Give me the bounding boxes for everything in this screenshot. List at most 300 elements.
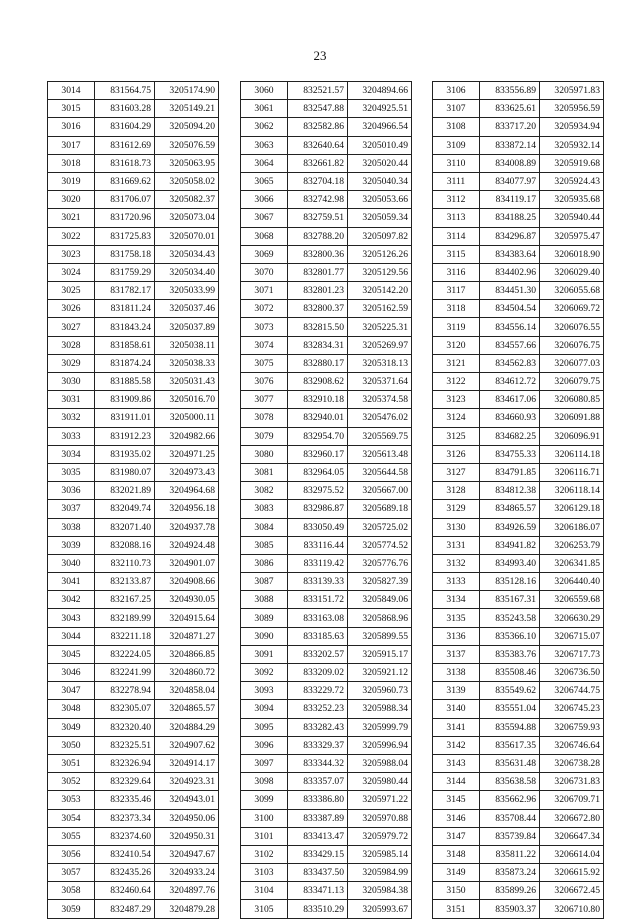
table-row: [241, 172, 412, 190]
point-number-cell: 3116: [433, 263, 480, 281]
y-coordinate-cell: 3205667.00: [348, 482, 412, 500]
y-coordinate-cell: 3205073.04: [155, 209, 219, 227]
x-coordinate-cell: 832110.73: [95, 554, 155, 572]
x-coordinate-cell: 833229.72: [288, 682, 348, 700]
table-row: [241, 282, 412, 300]
table-row: [433, 664, 604, 682]
x-coordinate-cell: 832940.01: [288, 409, 348, 427]
point-number-cell: 3141: [433, 718, 480, 736]
x-coordinate-cell: 835903.37: [480, 900, 540, 918]
y-coordinate-cell: 3204950.31: [155, 827, 219, 845]
point-number-cell: 3055: [48, 827, 95, 845]
point-number-cell: 3144: [433, 773, 480, 791]
table-row: [433, 573, 604, 591]
point-number-cell: 3064: [241, 154, 288, 172]
point-number-cell: 3103: [241, 864, 288, 882]
y-coordinate-cell: 3205016.70: [155, 391, 219, 409]
point-number-cell: 3038: [48, 518, 95, 536]
x-coordinate-cell: 835128.16: [480, 573, 540, 591]
point-number-cell: 3108: [433, 118, 480, 136]
y-coordinate-cell: 3205031.43: [155, 373, 219, 391]
x-coordinate-cell: 832329.64: [95, 773, 155, 791]
x-coordinate-cell: 835899.26: [480, 882, 540, 900]
x-coordinate-cell: 835638.58: [480, 773, 540, 791]
table-row: [241, 554, 412, 572]
table-row: [48, 864, 219, 882]
y-coordinate-cell: 3205971.22: [348, 791, 412, 809]
point-number-cell: 3123: [433, 391, 480, 409]
x-coordinate-cell: 831720.96: [95, 209, 155, 227]
x-coordinate-cell: 834451.30: [480, 282, 540, 300]
x-coordinate-cell: 831612.69: [95, 136, 155, 154]
y-coordinate-cell: 3206116.71: [540, 463, 604, 481]
y-coordinate-cell: 3205070.01: [155, 227, 219, 245]
table-row: [48, 300, 219, 318]
table-row: [241, 336, 412, 354]
table-row: [433, 536, 604, 554]
point-number-cell: 3082: [241, 482, 288, 500]
x-coordinate-cell: 832373.34: [95, 809, 155, 827]
table-row: [48, 591, 219, 609]
table-row: [241, 300, 412, 318]
x-coordinate-cell: 835662.96: [480, 791, 540, 809]
point-number-cell: 3133: [433, 573, 480, 591]
point-number-cell: 3100: [241, 809, 288, 827]
table-row: [48, 736, 219, 754]
point-number-cell: 3023: [48, 245, 95, 263]
table-row: [433, 718, 604, 736]
y-coordinate-cell: 3206614.04: [540, 845, 604, 863]
point-number-cell: 3087: [241, 573, 288, 591]
point-number-cell: 3060: [241, 82, 288, 100]
x-coordinate-cell: 831909.86: [95, 391, 155, 409]
point-number-cell: 3031: [48, 391, 95, 409]
point-number-cell: 3104: [241, 882, 288, 900]
x-coordinate-cell: 832975.52: [288, 482, 348, 500]
x-coordinate-cell: 834008.89: [480, 154, 540, 172]
x-coordinate-cell: 834383.64: [480, 245, 540, 263]
table-row: [433, 754, 604, 772]
point-number-cell: 3146: [433, 809, 480, 827]
y-coordinate-cell: 3205924.43: [540, 172, 604, 190]
table-row: [241, 791, 412, 809]
x-coordinate-cell: 832021.89: [95, 482, 155, 500]
y-coordinate-cell: 3205038.11: [155, 336, 219, 354]
y-coordinate-cell: 3206076.55: [540, 318, 604, 336]
table-row: [48, 882, 219, 900]
y-coordinate-cell: 3205059.34: [348, 209, 412, 227]
y-coordinate-cell: 3205988.34: [348, 700, 412, 718]
point-number-cell: 3086: [241, 554, 288, 572]
x-coordinate-cell: 835873.24: [480, 864, 540, 882]
point-number-cell: 3117: [433, 282, 480, 300]
x-coordinate-cell: 832910.18: [288, 391, 348, 409]
point-number-cell: 3129: [433, 500, 480, 518]
y-coordinate-cell: 3205935.68: [540, 191, 604, 209]
table-row: [241, 500, 412, 518]
table-row: [241, 736, 412, 754]
y-coordinate-cell: 3205129.56: [348, 263, 412, 281]
x-coordinate-cell: 832960.17: [288, 445, 348, 463]
point-number-cell: 3095: [241, 718, 288, 736]
y-coordinate-cell: 3204860.72: [155, 664, 219, 682]
y-coordinate-cell: 3206710.80: [540, 900, 604, 918]
x-coordinate-cell: 834682.25: [480, 427, 540, 445]
y-coordinate-cell: 3206615.92: [540, 864, 604, 882]
point-number-cell: 3090: [241, 627, 288, 645]
y-coordinate-cell: 3204865.57: [155, 700, 219, 718]
x-coordinate-cell: 833386.80: [288, 791, 348, 809]
point-number-cell: 3124: [433, 409, 480, 427]
y-coordinate-cell: 3205988.04: [348, 754, 412, 772]
y-coordinate-cell: 3206096.91: [540, 427, 604, 445]
x-coordinate-cell: 832582.86: [288, 118, 348, 136]
table-row: [241, 82, 412, 100]
y-coordinate-cell: 3206341.85: [540, 554, 604, 572]
y-coordinate-cell: 3204858.04: [155, 682, 219, 700]
table-row: [48, 100, 219, 118]
y-coordinate-cell: 3206076.75: [540, 336, 604, 354]
point-number-cell: 3113: [433, 209, 480, 227]
point-number-cell: 3099: [241, 791, 288, 809]
point-number-cell: 3047: [48, 682, 95, 700]
table-row: [433, 609, 604, 627]
point-number-cell: 3045: [48, 645, 95, 663]
x-coordinate-cell: 833357.07: [288, 773, 348, 791]
table-row: [48, 154, 219, 172]
y-coordinate-cell: 3206744.75: [540, 682, 604, 700]
x-coordinate-cell: 835551.04: [480, 700, 540, 718]
table-row: [433, 354, 604, 372]
y-coordinate-cell: 3205776.76: [348, 554, 412, 572]
table-row: [433, 263, 604, 281]
table-row: [241, 191, 412, 209]
point-number-cell: 3076: [241, 373, 288, 391]
x-coordinate-cell: 834617.06: [480, 391, 540, 409]
x-coordinate-cell: 832189.99: [95, 609, 155, 627]
table-row: [48, 500, 219, 518]
point-number-cell: 3079: [241, 427, 288, 445]
y-coordinate-cell: 3205827.39: [348, 573, 412, 591]
point-number-cell: 3075: [241, 354, 288, 372]
y-coordinate-cell: 3206717.73: [540, 645, 604, 663]
x-coordinate-cell: 832954.70: [288, 427, 348, 445]
y-coordinate-cell: 3205037.46: [155, 300, 219, 318]
table-row: [48, 609, 219, 627]
table-row: [241, 754, 412, 772]
x-coordinate-cell: 832460.64: [95, 882, 155, 900]
table-row: [433, 100, 604, 118]
x-coordinate-cell: 835549.62: [480, 682, 540, 700]
table-row: [48, 809, 219, 827]
y-coordinate-cell: 3206018.90: [540, 245, 604, 263]
coordinate-table: [47, 81, 219, 919]
y-coordinate-cell: 3205037.89: [155, 318, 219, 336]
table-row: [48, 554, 219, 572]
table-row: [241, 318, 412, 336]
table-row: [241, 900, 412, 918]
x-coordinate-cell: 831858.61: [95, 336, 155, 354]
x-coordinate-cell: 834556.14: [480, 318, 540, 336]
table-row: [48, 682, 219, 700]
x-coordinate-cell: 832487.29: [95, 900, 155, 918]
x-coordinate-cell: 832335.46: [95, 791, 155, 809]
point-number-cell: 3097: [241, 754, 288, 772]
table-row: [241, 718, 412, 736]
table-row: [433, 227, 604, 245]
y-coordinate-cell: 3204973.43: [155, 463, 219, 481]
table-row: [241, 227, 412, 245]
table-row: [433, 518, 604, 536]
table-row: [433, 445, 604, 463]
table-row: [241, 700, 412, 718]
x-coordinate-cell: 832521.57: [288, 82, 348, 100]
point-number-cell: 3077: [241, 391, 288, 409]
y-coordinate-cell: 3204956.18: [155, 500, 219, 518]
y-coordinate-cell: 3204894.66: [348, 82, 412, 100]
y-coordinate-cell: 3205076.59: [155, 136, 219, 154]
y-coordinate-cell: 3206559.68: [540, 591, 604, 609]
point-number-cell: 3022: [48, 227, 95, 245]
x-coordinate-cell: 835617.35: [480, 736, 540, 754]
y-coordinate-cell: 3204971.25: [155, 445, 219, 463]
point-number-cell: 3127: [433, 463, 480, 481]
y-coordinate-cell: 3206029.40: [540, 263, 604, 281]
x-coordinate-cell: 835383.76: [480, 645, 540, 663]
point-number-cell: 3081: [241, 463, 288, 481]
x-coordinate-cell: 834941.82: [480, 536, 540, 554]
point-number-cell: 3137: [433, 645, 480, 663]
point-number-cell: 3051: [48, 754, 95, 772]
x-coordinate-cell: 833556.89: [480, 82, 540, 100]
x-coordinate-cell: 834660.93: [480, 409, 540, 427]
y-coordinate-cell: 3205058.02: [155, 172, 219, 190]
y-coordinate-cell: 3205174.90: [155, 82, 219, 100]
table-row: [241, 864, 412, 882]
y-coordinate-cell: 3205010.49: [348, 136, 412, 154]
point-number-cell: 3136: [433, 627, 480, 645]
point-number-cell: 3072: [241, 300, 288, 318]
y-coordinate-cell: 3205971.83: [540, 82, 604, 100]
y-coordinate-cell: 3205921.12: [348, 664, 412, 682]
y-coordinate-cell: 3205318.13: [348, 354, 412, 372]
y-coordinate-cell: 3205034.43: [155, 245, 219, 263]
point-number-cell: 3142: [433, 736, 480, 754]
point-number-cell: 3083: [241, 500, 288, 518]
y-coordinate-cell: 3204871.27: [155, 627, 219, 645]
y-coordinate-cell: 3205053.66: [348, 191, 412, 209]
y-coordinate-cell: 3206091.88: [540, 409, 604, 427]
table-row: [48, 282, 219, 300]
table-row: [48, 354, 219, 372]
table-row: [48, 900, 219, 918]
y-coordinate-cell: 3204925.51: [348, 100, 412, 118]
y-coordinate-cell: 3206709.71: [540, 791, 604, 809]
point-number-cell: 3096: [241, 736, 288, 754]
table-row: [241, 591, 412, 609]
table-row: [433, 136, 604, 154]
point-number-cell: 3138: [433, 664, 480, 682]
table-row: [48, 518, 219, 536]
y-coordinate-cell: 3206736.50: [540, 664, 604, 682]
y-coordinate-cell: 3204933.24: [155, 864, 219, 882]
point-number-cell: 3050: [48, 736, 95, 754]
point-number-cell: 3150: [433, 882, 480, 900]
table-row: [433, 373, 604, 391]
point-number-cell: 3107: [433, 100, 480, 118]
point-number-cell: 3070: [241, 263, 288, 281]
y-coordinate-cell: 3206672.80: [540, 809, 604, 827]
y-coordinate-cell: 3206630.29: [540, 609, 604, 627]
table-row: [241, 845, 412, 863]
x-coordinate-cell: 832410.54: [95, 845, 155, 863]
table-row: [48, 845, 219, 863]
table-row: [433, 463, 604, 481]
table-row: [48, 573, 219, 591]
point-number-cell: 3024: [48, 263, 95, 281]
table-row: [433, 554, 604, 572]
y-coordinate-cell: 3205063.95: [155, 154, 219, 172]
point-number-cell: 3110: [433, 154, 480, 172]
y-coordinate-cell: 3204908.66: [155, 573, 219, 591]
x-coordinate-cell: 832986.87: [288, 500, 348, 518]
x-coordinate-cell: 834557.66: [480, 336, 540, 354]
x-coordinate-cell: 831759.29: [95, 263, 155, 281]
x-coordinate-cell: 833282.43: [288, 718, 348, 736]
point-number-cell: 3151: [433, 900, 480, 918]
x-coordinate-cell: 832374.60: [95, 827, 155, 845]
point-number-cell: 3109: [433, 136, 480, 154]
y-coordinate-cell: 3205569.75: [348, 427, 412, 445]
table-row: [48, 263, 219, 281]
x-coordinate-cell: 832815.50: [288, 318, 348, 336]
table-row: [433, 791, 604, 809]
x-coordinate-cell: 832640.64: [288, 136, 348, 154]
y-coordinate-cell: 3204966.54: [348, 118, 412, 136]
table-row: [48, 645, 219, 663]
y-coordinate-cell: 3204907.62: [155, 736, 219, 754]
point-number-cell: 3014: [48, 82, 95, 100]
table-row: [433, 682, 604, 700]
table-row: [48, 136, 219, 154]
y-coordinate-cell: 3206118.14: [540, 482, 604, 500]
table-row: [48, 700, 219, 718]
x-coordinate-cell: 832305.07: [95, 700, 155, 718]
table-row: [241, 427, 412, 445]
point-number-cell: 3125: [433, 427, 480, 445]
table-row: [241, 373, 412, 391]
table-row: [241, 409, 412, 427]
y-coordinate-cell: 3205980.44: [348, 773, 412, 791]
table-row: [48, 82, 219, 100]
table-row: [241, 882, 412, 900]
table-row: [433, 118, 604, 136]
y-coordinate-cell: 3205940.44: [540, 209, 604, 227]
x-coordinate-cell: 833429.15: [288, 845, 348, 863]
y-coordinate-cell: 3205225.31: [348, 318, 412, 336]
table-row: [241, 354, 412, 372]
point-number-cell: 3101: [241, 827, 288, 845]
table-row: [48, 227, 219, 245]
y-coordinate-cell: 3204930.05: [155, 591, 219, 609]
y-coordinate-cell: 3205999.79: [348, 718, 412, 736]
page-number: 23: [313, 48, 327, 63]
table-row: [433, 191, 604, 209]
table-row: [48, 391, 219, 409]
y-coordinate-cell: 3206759.93: [540, 718, 604, 736]
x-coordinate-cell: 832278.94: [95, 682, 155, 700]
coordinate-table: [432, 81, 604, 919]
x-coordinate-cell: 834188.25: [480, 209, 540, 227]
table-row: [48, 773, 219, 791]
y-coordinate-cell: 3204937.78: [155, 518, 219, 536]
y-coordinate-cell: 3205040.34: [348, 172, 412, 190]
x-coordinate-cell: 833185.63: [288, 627, 348, 645]
x-coordinate-cell: 831843.24: [95, 318, 155, 336]
y-coordinate-cell: 3206129.18: [540, 500, 604, 518]
point-number-cell: 3032: [48, 409, 95, 427]
x-coordinate-cell: 831618.73: [95, 154, 155, 172]
table-row: [48, 445, 219, 463]
y-coordinate-cell: 3206672.45: [540, 882, 604, 900]
x-coordinate-cell: 832834.31: [288, 336, 348, 354]
table-row: [48, 827, 219, 845]
y-coordinate-cell: 3205082.37: [155, 191, 219, 209]
y-coordinate-cell: 3206186.07: [540, 518, 604, 536]
x-coordinate-cell: 831782.17: [95, 282, 155, 300]
y-coordinate-cell: 3205956.59: [540, 100, 604, 118]
table-row: [241, 445, 412, 463]
point-number-cell: 3048: [48, 700, 95, 718]
x-coordinate-cell: 835508.46: [480, 664, 540, 682]
point-number-cell: 3078: [241, 409, 288, 427]
table-row: [241, 682, 412, 700]
x-coordinate-cell: 831564.75: [95, 82, 155, 100]
y-coordinate-cell: 3205038.33: [155, 354, 219, 372]
y-coordinate-cell: 3204914.17: [155, 754, 219, 772]
y-coordinate-cell: 3205985.14: [348, 845, 412, 863]
point-number-cell: 3128: [433, 482, 480, 500]
point-number-cell: 3092: [241, 664, 288, 682]
x-coordinate-cell: 832800.37: [288, 300, 348, 318]
x-coordinate-cell: 832880.17: [288, 354, 348, 372]
x-coordinate-cell: 835594.88: [480, 718, 540, 736]
y-coordinate-cell: 3205774.52: [348, 536, 412, 554]
y-coordinate-cell: 3205162.59: [348, 300, 412, 318]
point-number-cell: 3140: [433, 700, 480, 718]
x-coordinate-cell: 832133.87: [95, 573, 155, 591]
x-coordinate-cell: 834791.85: [480, 463, 540, 481]
y-coordinate-cell: 3204915.64: [155, 609, 219, 627]
point-number-cell: 3039: [48, 536, 95, 554]
point-number-cell: 3105: [241, 900, 288, 918]
x-coordinate-cell: 834926.59: [480, 518, 540, 536]
point-number-cell: 3091: [241, 645, 288, 663]
x-coordinate-cell: 832241.99: [95, 664, 155, 682]
point-number-cell: 3134: [433, 591, 480, 609]
y-coordinate-cell: 3206069.72: [540, 300, 604, 318]
y-coordinate-cell: 3204897.76: [155, 882, 219, 900]
point-number-cell: 3021: [48, 209, 95, 227]
table-row: [433, 282, 604, 300]
point-number-cell: 3036: [48, 482, 95, 500]
point-number-cell: 3054: [48, 809, 95, 827]
point-number-cell: 3041: [48, 573, 95, 591]
x-coordinate-cell: 832071.40: [95, 518, 155, 536]
y-coordinate-cell: 3206738.28: [540, 754, 604, 772]
y-coordinate-cell: 3206745.23: [540, 700, 604, 718]
y-coordinate-cell: 3206079.75: [540, 373, 604, 391]
